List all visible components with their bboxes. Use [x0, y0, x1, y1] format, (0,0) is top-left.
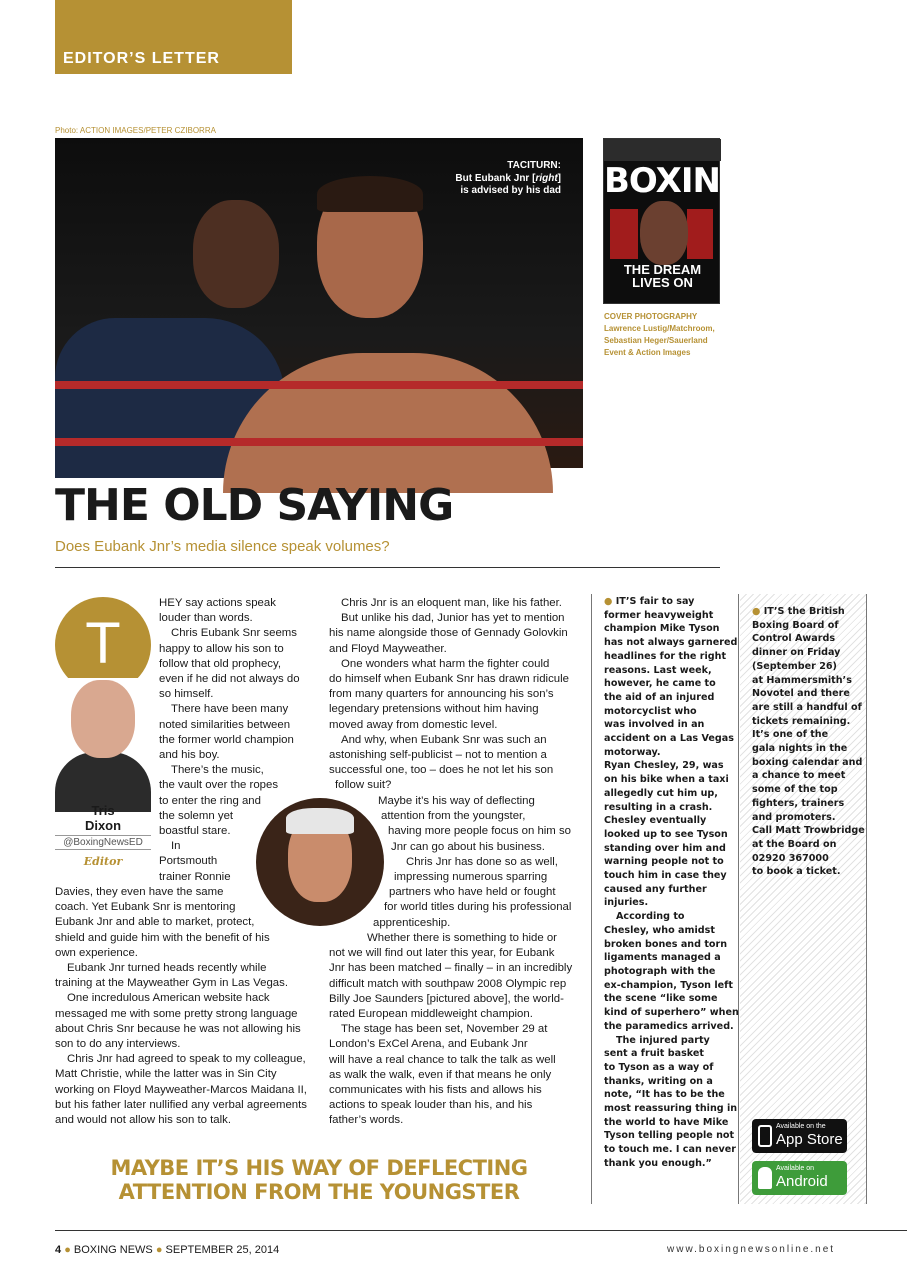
sidebar-line: injuries.	[604, 897, 649, 909]
body-line: son to do any interviews.	[55, 1038, 181, 1051]
sidebar-text: IT’S the British	[763, 606, 845, 617]
bullet-dot-icon: ●	[752, 606, 761, 617]
sidebar-line: (September 26)	[752, 660, 837, 672]
sidebar-line: to book a ticket.	[752, 866, 841, 878]
photo-credit: Photo: ACTION IMAGES/PETER CZIBORRA	[55, 126, 216, 135]
body-line: his name alongside those of Gennady Golovkin	[329, 627, 568, 640]
footer-rule	[55, 1230, 907, 1231]
body-line: Chris Jnr is an eloquent man, like his father.	[341, 597, 562, 609]
sidebar-line: Novotel and there	[752, 688, 850, 700]
sidebar-line: Chesley, who amidst	[604, 924, 715, 936]
hero-son-hair	[317, 176, 423, 212]
caption-italic: right	[535, 172, 558, 184]
body-line: impressing numerous sparring	[394, 871, 548, 884]
body-line: moved away from domestic level.	[329, 718, 498, 731]
body-line: In	[171, 840, 181, 853]
body-line: father’s words.	[329, 1114, 404, 1127]
sidebar-line: broken bones and torn	[604, 938, 728, 950]
app-store-small-label: Available on the	[776, 1123, 826, 1130]
body-line: the solemn yet	[159, 809, 234, 822]
cover-title: BOXING	[604, 161, 747, 201]
sidebar-line	[604, 595, 740, 609]
body-line: own experience.	[55, 946, 138, 959]
body-line: will have a real chance to talk the talk as well	[329, 1053, 556, 1066]
sidebar-line: at the Board on	[752, 838, 837, 850]
sidebar-line: motorway.	[604, 746, 661, 758]
body-line: Eubank Jnr turned heads recently while	[67, 962, 267, 975]
sidebar-line: touch him in case they	[604, 870, 727, 882]
body-line: Jnr can go about his business.	[391, 840, 545, 853]
sidebar-line: fighters, trainers	[752, 797, 845, 809]
body-line: shield and guide him with the benefit of his	[55, 931, 270, 944]
body-line: attention from the youngster,	[381, 810, 526, 823]
app-store-button[interactable]	[752, 1119, 847, 1153]
sidebar-line: to Tyson as a way of	[604, 1061, 714, 1073]
sidebar-line: sent a fruit basket	[604, 1048, 705, 1060]
body-line: for world titles during his professional	[384, 901, 572, 914]
pull-quote	[110, 1156, 528, 1204]
body-line: astonishing self-publicist – not to mention a	[329, 749, 547, 762]
inset-photo-saunders	[256, 798, 384, 926]
sidebar-line: the aid of an injured	[604, 691, 715, 703]
sidebar-line: accident on a Las Vegas	[604, 733, 734, 745]
body-line: the former world champion	[159, 733, 294, 746]
ring-rope-top	[55, 381, 583, 389]
hero-photo	[55, 138, 583, 468]
sidebar-line: champion Mike Tyson	[604, 623, 720, 635]
body-line: Chris Jnr had agreed to speak to my colleague,	[67, 1053, 306, 1066]
body-line: as walk the walk, even if that means he only	[329, 1068, 552, 1081]
body-line: so himself.	[159, 688, 214, 701]
body-line: Portsmouth	[159, 855, 218, 868]
cover-tagline-2: LIVES ON	[632, 275, 693, 290]
sidebar-line: photograph with the	[604, 965, 716, 977]
body-line: communicates with his fists and allows his	[329, 1084, 542, 1097]
sidebar-line: gala nights in the	[752, 743, 848, 755]
page-number: 4	[55, 1244, 62, 1256]
footer-publication: BOXING NEWS	[73, 1244, 153, 1256]
sidebar-line: and promoters.	[752, 811, 836, 823]
sidebar-line: however, he came to	[604, 678, 716, 690]
sidebar-line: a chance to meet	[752, 770, 846, 782]
sidebar-line	[752, 605, 867, 619]
pull-quote-line-2: ATTENTION FROM THE YOUNGSTER	[118, 1180, 520, 1204]
sidebar-line: the paramedics arrived.	[604, 1020, 734, 1032]
sidebar-line: Ryan Chesley, 29, was	[604, 760, 724, 772]
inset-photo-hat	[286, 808, 354, 834]
body-line: the vault over the ropes	[159, 779, 279, 792]
sidebar-line: at Hammersmith’s	[752, 674, 852, 686]
sidebar-line: headlines for the right	[604, 650, 727, 662]
sidebar-line: the scene “like some	[604, 993, 718, 1005]
body-line: coach. Yet Eubank Snr is mentoring	[55, 901, 236, 914]
body-line: and his boy.	[159, 749, 220, 762]
body-line: partners who have held or fought	[389, 886, 556, 899]
author-name	[55, 803, 151, 833]
ring-rope-bottom	[55, 438, 583, 446]
body-line: Matt Christie, while the latter was in Sin City	[55, 1068, 277, 1081]
pull-quote-line-1: MAYBE IT’S HIS WAY OF DEFLECTING	[110, 1156, 528, 1180]
sidebar-text: IT’S fair to say	[615, 596, 695, 607]
sidebar-line: are still a handful of	[752, 701, 862, 713]
caption-line-1: TACITURN:	[507, 160, 561, 171]
body-line: messaged me with some pretty strong language	[55, 1007, 298, 1020]
body-line: noted similarities between	[159, 718, 291, 731]
body-line: happy to allow his son to	[159, 642, 284, 655]
sidebar-line: Chesley eventually	[604, 815, 707, 827]
cover-credit	[604, 311, 724, 359]
sidebar-line: allegedly cut him up,	[604, 787, 718, 799]
body-line: legendary pretensions without him having	[329, 703, 539, 716]
body-line: Eubank Jnr and able to market, protect,	[55, 916, 255, 929]
body-line: but his father later nullified any verbal agreements	[55, 1098, 308, 1111]
sidebar-line: most reassuring thing in	[604, 1103, 738, 1115]
body-line: do himself when Eubank Snr has drawn ridicule	[329, 673, 569, 686]
sidebar-line: tickets remaining.	[752, 715, 851, 727]
body-line: There’s the music,	[171, 764, 264, 777]
body-line: to enter the ring and	[159, 794, 261, 807]
android-small-label: Available on	[776, 1165, 815, 1172]
sidebar-line: standing over him and	[604, 842, 726, 854]
footer-url[interactable]: www.boxingnewsonline.net	[667, 1244, 836, 1255]
body-line: But unlike his dad, Junior has yet to mention	[341, 612, 565, 625]
sidebar-line: on his bike when a taxi	[604, 774, 729, 786]
author-handle: @BoxingNewsED	[55, 835, 151, 850]
body-line: Chris Jnr has done so as well,	[406, 855, 558, 868]
bullet-dot-icon: ●	[155, 1244, 163, 1256]
sidebar-line: thanks, writing on a	[604, 1075, 713, 1087]
sidebar-line: note, “It has to be the	[604, 1089, 725, 1101]
sidebar-line: to touch me. I can never	[604, 1144, 736, 1156]
sidebar-tyson-text	[604, 595, 740, 1171]
body-line: from many quarters for announcing his son’s	[329, 688, 554, 701]
hero-father-head	[193, 200, 279, 308]
sidebar-line: It’s one of the	[752, 729, 829, 741]
body-line: trainer Ronnie	[159, 870, 231, 883]
caption-line-3: is advised by his dad	[460, 185, 561, 196]
body-line: and would not allow his son to talk.	[55, 1114, 232, 1127]
column-1-full	[55, 885, 313, 1128]
article-headline: THE OLD SAYING	[55, 480, 454, 531]
android-button[interactable]	[752, 1161, 847, 1195]
body-line: HEY say actions speak	[159, 597, 276, 609]
body-line: follow suit?	[335, 779, 392, 792]
body-line: and Floyd Mayweather.	[329, 642, 447, 655]
sidebar-line: According to	[616, 911, 685, 923]
body-line: louder than words.	[159, 612, 253, 625]
sidebar-line: thank you enough.”	[604, 1157, 712, 1169]
sidebar-line: dinner on Friday	[752, 647, 841, 659]
body-line: Davies, they even have the same	[55, 886, 224, 898]
body-line: The stage has been set, November 29 at	[341, 1023, 548, 1036]
caption-line-2	[411, 173, 561, 186]
sidebar-line: reasons. Last week,	[604, 664, 712, 676]
android-label: Android	[776, 1173, 828, 1190]
body-line: follow that old prophecy,	[159, 657, 281, 670]
phone-icon	[758, 1125, 772, 1147]
sidebar-line: former heavyweight	[604, 609, 714, 621]
headline-rule	[55, 567, 720, 568]
cover-credit-heading: COVER PHOTOGRAPHY	[604, 312, 698, 321]
bullet-dot-icon: ●	[64, 1244, 71, 1256]
cover-credit-line: Sebastian Heger/Sauerland	[604, 336, 708, 345]
footer-date: SEPTEMBER 25, 2014	[165, 1244, 280, 1256]
body-line: Whether there is something to hide or	[367, 932, 557, 944]
body-line: not we will find out later this year, for Eubank	[329, 947, 555, 960]
body-line: having more people focus on him so	[388, 825, 571, 838]
sidebar-line: looked up to see Tyson	[604, 828, 728, 840]
body-line: One wonders what harm the fighter could	[341, 657, 550, 670]
cover-tagline	[604, 263, 721, 289]
body-line: even if he did not always do	[159, 673, 300, 686]
body-line: boastful stare.	[159, 825, 231, 838]
hero-caption	[411, 160, 561, 198]
sidebar-line: 02920 367000	[752, 852, 829, 864]
body-line: working on Floyd Mayweather-Marcos Maidana II,	[55, 1083, 307, 1096]
column-2-top	[329, 596, 585, 794]
cover-boxer-face	[640, 201, 688, 265]
author-role: Editor	[83, 855, 123, 868]
author-avatar	[55, 678, 151, 796]
sidebar-line: ligaments managed a	[604, 952, 721, 964]
caption-text: ]	[557, 172, 561, 184]
dropcap: T	[55, 597, 151, 693]
body-line: There have been many	[171, 703, 289, 716]
android-robot-icon	[758, 1167, 772, 1189]
body-line: apprenticeship.	[373, 916, 451, 929]
column-2-bottom	[329, 931, 585, 1129]
section-label: EDITOR’S LETTER	[63, 50, 220, 67]
sidebar-line: boxing calendar and	[752, 756, 863, 768]
body-line: Chris Eubank Snr seems	[171, 627, 297, 640]
article-standfirst: Does Eubank Jnr’s media silence speak volumes?	[55, 538, 390, 555]
author-last-name: Dixon	[84, 818, 122, 833]
body-line: Billy Joe Saunders [pictured above], the world-	[329, 992, 564, 1005]
sidebar-line: Control Awards	[752, 633, 836, 645]
sidebar-line: Call Matt Trowbridge	[752, 825, 865, 837]
sidebar-line: Tyson telling people not	[604, 1130, 735, 1142]
sidebar-line: the world to have Mike	[604, 1116, 729, 1128]
author-first-name: Tris	[91, 803, 115, 818]
sidebar-line: ex-champion, Tyson left	[604, 979, 733, 991]
column-2-wrap	[364, 794, 586, 931]
body-line: And why, when Eubank Snr was such an	[341, 733, 547, 746]
caption-text: But Eubank Jnr [	[455, 172, 536, 184]
sidebar-line: warning people not to	[604, 856, 724, 868]
sidebar-line: Boxing Board of	[752, 619, 839, 631]
body-line: One incredulous American website hack	[67, 992, 270, 1005]
body-line: about Chris Snr because he was not allowing his	[55, 1022, 301, 1035]
magazine-cover	[603, 138, 747, 304]
sidebar-line: some of the top	[752, 784, 838, 796]
cover-credit-line: Lawrence Lustig/Matchroom,	[604, 324, 715, 333]
sidebar-line: was involved in an	[604, 719, 705, 731]
body-line: Jnr has been matched – finally – in an incredibly	[329, 962, 573, 975]
body-line: rated European middleweight champion.	[329, 1008, 533, 1021]
sidebar-line: resulting in a crash.	[604, 801, 713, 813]
cover-left-panel	[610, 209, 638, 259]
body-line: training at the Mayweather Gym in Las Vegas.	[55, 977, 288, 990]
cover-right-panel	[687, 209, 713, 259]
body-line: London’s ExCel Arena, and Eubank Jnr	[329, 1038, 528, 1051]
body-line: successful one, too – does he not let his son	[329, 764, 554, 777]
app-store-label: App Store	[776, 1131, 843, 1148]
body-line: actions to speak louder than his, and his	[329, 1099, 533, 1112]
sidebar-line: has not always garnered	[604, 637, 738, 649]
section-tab	[55, 0, 292, 74]
sidebar-awards-text	[752, 605, 867, 879]
body-line: difficult match with southpaw 2008 Olympic rep	[329, 977, 567, 990]
cover-tagline-1: THE DREAM	[623, 262, 702, 277]
body-line: Maybe it’s his way of deflecting	[378, 795, 535, 807]
sidebar-line: caused any further	[604, 883, 707, 895]
sidebar-line: motorcyclist who	[604, 705, 697, 717]
footer-folio	[55, 1244, 279, 1256]
cover-top-strip	[604, 139, 721, 161]
author-face	[71, 680, 135, 758]
bullet-dot-icon: ●	[604, 596, 613, 607]
sidebar-line: kind of superhero” when	[604, 1007, 739, 1019]
cover-credit-line: Event & Action Images	[604, 348, 691, 357]
sidebar-line: The injured party	[616, 1034, 710, 1046]
